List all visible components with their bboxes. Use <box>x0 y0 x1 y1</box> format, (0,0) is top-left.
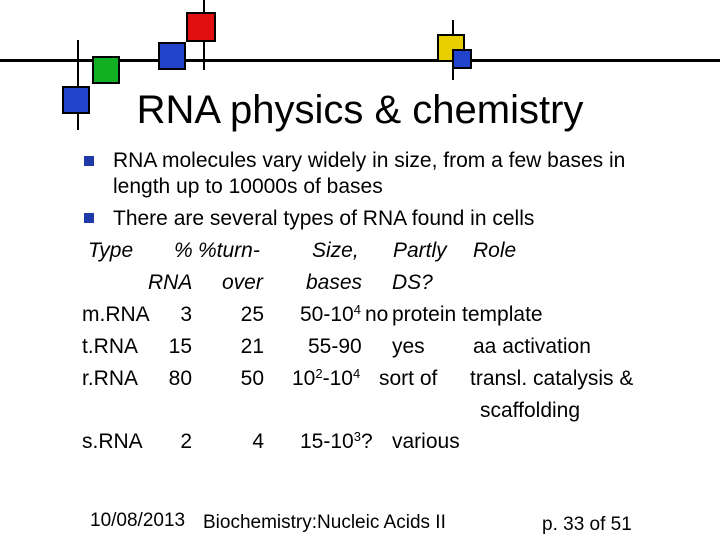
cell-ds: sort of <box>379 367 438 390</box>
header-over: over <box>222 271 263 294</box>
cell-type: m.RNA <box>82 303 150 326</box>
cell-pct: 80 <box>168 367 192 390</box>
cell-turnover: 50 <box>240 367 264 390</box>
cell-size: $10^2-10^4$ <box>292 366 361 390</box>
blue-square <box>158 42 186 70</box>
cell-type: s.RNA <box>82 430 143 453</box>
cell-role-cont: scaffolding <box>480 399 581 422</box>
cell-turnover: 25 <box>240 303 264 326</box>
cell-role: aa activation <box>473 335 591 358</box>
blue-square-right <box>452 49 472 69</box>
cell-turnover: 4 <box>252 430 264 453</box>
cell-turnover: 21 <box>240 335 264 358</box>
header-ds: Partly <box>393 239 447 262</box>
bullet-square-icon <box>84 156 94 166</box>
cell-size: 55-90 <box>308 335 362 358</box>
header-bases: bases <box>306 271 363 294</box>
red-square <box>186 12 216 42</box>
cell-size: $50-10^4$ <box>300 302 361 326</box>
bullet-square-icon <box>84 213 94 223</box>
footer-course: Biochemistry:Nucleic Acids II <box>203 512 446 533</box>
header-type: Type <box>88 239 134 262</box>
bullet-text-1: RNA molecules vary widely in size, from a few bases in <box>113 149 626 172</box>
cell-pct: 15 <box>168 335 192 358</box>
bullet-text-1-cont: length up to 10000s of bases <box>113 175 383 198</box>
header-role: Role <box>473 239 517 262</box>
header-size: Size, <box>312 239 359 262</box>
header-ds-q: DS? <box>392 271 433 294</box>
green-square <box>92 56 120 84</box>
footer-page-number: p. 33 of 51 <box>542 514 632 535</box>
cell-ds: various <box>392 430 460 453</box>
cell-ds: yes <box>392 335 425 358</box>
cell-role: protein template <box>392 303 543 326</box>
cell-type: r.RNA <box>82 367 139 390</box>
cell-ds: no <box>365 303 389 326</box>
cell-pct: 2 <box>180 430 192 453</box>
header-rna: RNA <box>148 271 193 294</box>
cell-type: t.RNA <box>82 335 139 358</box>
cell-pct: 3 <box>180 303 192 326</box>
header-turnover: %turn- <box>198 239 260 262</box>
bullet-text-2: There are several types of RNA found in cells <box>113 207 535 230</box>
footer-date: 10/08/2013 <box>90 510 186 531</box>
header-pct: % <box>174 239 193 262</box>
cell-size: $15-10^3$? <box>300 429 373 453</box>
cell-role: transl. catalysis & <box>470 367 634 390</box>
slide-title: RNA physics & chemistry <box>136 88 584 132</box>
